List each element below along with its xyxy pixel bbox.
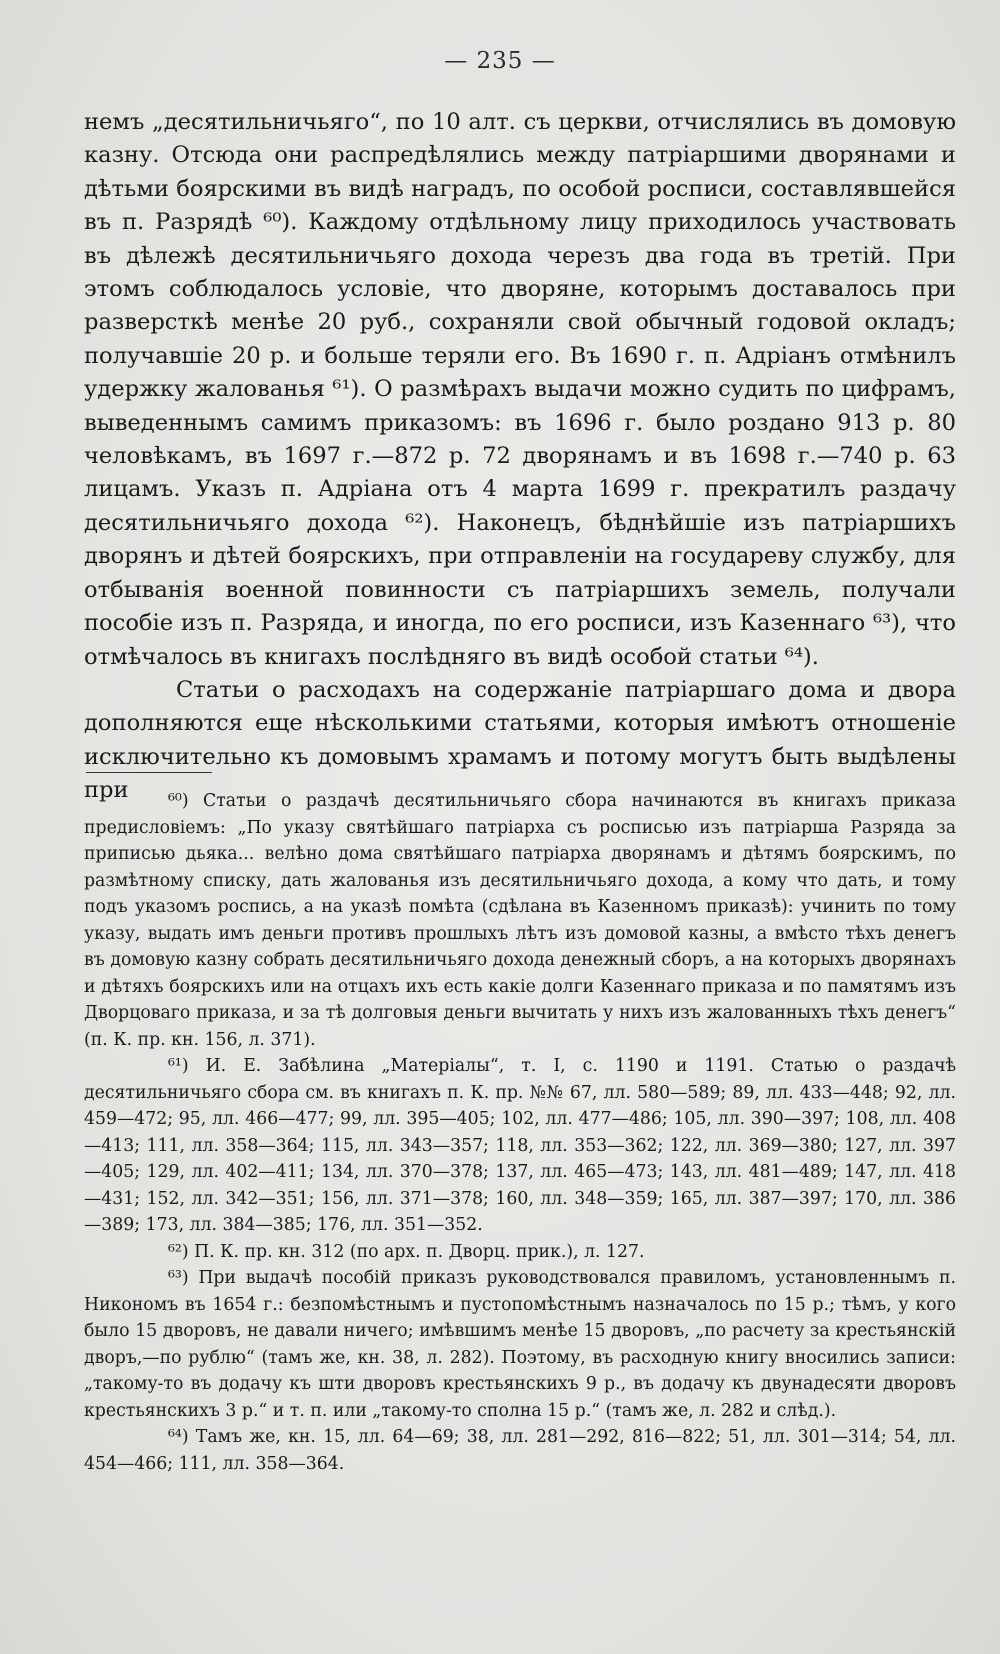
body-paragraph-1: немъ „десятильничьяго“, по 10 алт. съ церкви, отчислялись въ домовую казну. Отсюда они распредѣлялись между патріаршими дворянами и дѣтьми боярскими въ видѣ наградъ, по особой росписи, составлявшейся въ п. Разрядѣ ⁶⁰). Каждому отдѣльному лицу приходилось участвовать въ дѣлежѣ десятильничьяго дохода черезъ два года въ третій. При этомъ соблюдалось условіе, что дворяне, которымъ доставалось при разверсткѣ менѣе 20 руб., сохраняли свой обычный годовой окладъ; получавшіе 20 р. и больше теряли его. Въ 1690 г. п. Адріанъ отмѣнилъ удержку жалованья ⁶¹). О размѣрахъ выдачи можно судить по цифрамъ, выведеннымъ самимъ приказомъ: въ 1696 г. было роздано 913 р. 80 человѣкамъ, въ 1697 г.—872 р. 72 дворянамъ и въ 1698 г.—740 р. 63 лицамъ. Указъ п. Адріана отъ 4 марта 1699 г. прекратилъ раздачу десятильничьяго дохода ⁶²). Наконецъ, бѣднѣйшіе изъ патріаршихъ дворянъ и дѣтей боярскихъ, при отправленіи на государеву службу, для отбыванія военной повинности съ патріаршихъ земель, получали пособіе изъ п. Разряда, и иногда, по его росписи, изъ Казеннаго ⁶³), что отмѣчалось въ книгахъ послѣдняго въ видѣ особой статьи ⁶⁴). [84,109,956,670]
footnote-60: ⁶⁰) Статьи о раздачѣ десятильничьяго сбора начинаются въ книгахъ приказа предисловіемъ: „По указу святѣйшаго патріарха съ росписью изъ патріарша Разряда за приписью дьяка... велѣно дома святѣйшаго патріарха дворянамъ и дѣтямъ боярскимъ, по размѣтному списку, дать жалованья изъ десятильничьяго дохода, а кому что дать, и тому подъ указомъ роспись, а на указѣ помѣта (сдѣлана въ Казенномъ приказѣ): учинить по тому указу, выдать имъ деньги противъ прошлыхъ лѣтъ изъ домовой казны, а вмѣсто тѣхъ денегъ въ домовую казну собрать десятильничьяго дохода денежный сборъ, а на которыхъ дворянахъ и дѣтяхъ боярскихъ или на отцахъ ихъ есть какіе долги Казеннаго приказа и по памятямъ изъ Дворцоваго приказа, и за тѣ долговыя деньги вычитать у нихъ изъ жалованныхъ тѣхъ денегъ“ (п. К. пр. кн. 156, л. 371). [84,791,956,1050]
main-text [84,106,956,808]
footnote-61: ⁶¹) И. Е. Забѣлина „Матеріалы“, т. I, с. 1190 и 1191. Статью о раздачѣ десятильничьяго сбора см. въ книгахъ п. К. пр. №№ 67, лл. 580—589; 89, лл. 433—448; 92, лл. 459—472; 95, лл. 466—477; 99, лл. 395—405; 102, лл. 477—486; 105, лл. 390—397; 108, лл. 408—413; 111, лл. 358—364; 115, лл. 343—357; 118, лл. 353—362; 122, лл. 369—380; 127, лл. 397—405; 129, лл. 402—411; 134, лл. 370—378; 137, лл. 465—473; 143, лл. 481—489; 147, лл. 418—431; 152, лл. 342—351; 156, лл. 371—378; 160, лл. 348—359; 165, лл. 387—397; 170, лл. 386—389; 173, лл. 384—385; 176, лл. 351—352. [84,1056,956,1235]
footnote-64: ⁶⁴) Тамъ же, кн. 15, лл. 64—69; 38, лл. 281—292, 816—822; 51, лл. 301—314; 54, лл. 454—466; 111, лл. 358—364. [84,1427,956,1474]
body-paragraph-2: Статьи о расходахъ на содержаніе патріаршаго дома и двора дополняются еще нѣсколькими статьями, которыя имѣютъ отношеніе исключительно къ домовымъ храмамъ и потому могутъ быть выдѣлены при [84,676,956,804]
footnote-62: ⁶²) П. К. пр. кн. 312 (по арх. п. Дворц. прик.), л. 127. [168,1241,645,1262]
footnote-separator [86,772,212,773]
page-number: — 235 — [444,48,556,74]
footnote-63: ⁶³) При выдачѣ пособій приказъ руководствовался правиломъ, установленнымъ п. Никономъ въ 1654 г.: безпомѣстнымъ и пустопомѣстнымъ назначалось по 15 р.; тѣмъ, у кого было 15 дворовъ, не давали ничего; имѣвшимъ менѣе 15 дворовъ, „по расчету за крестьянскій дворъ,—по рублю“ (тамъ же, кн. 38, л. 282). Поэтому, въ расходную книгу вносились записи: „такому-то въ додачу къ шти дворовъ крестьянскихъ 9 р., въ додачу къ двунадесяти дворовъ крестьянскихъ 3 р.“ и т. п. или „такому-то сполна 15 р.“ (тамъ же, л. 282 и слѣд.). [84,1268,956,1421]
footnotes [84,788,956,1477]
